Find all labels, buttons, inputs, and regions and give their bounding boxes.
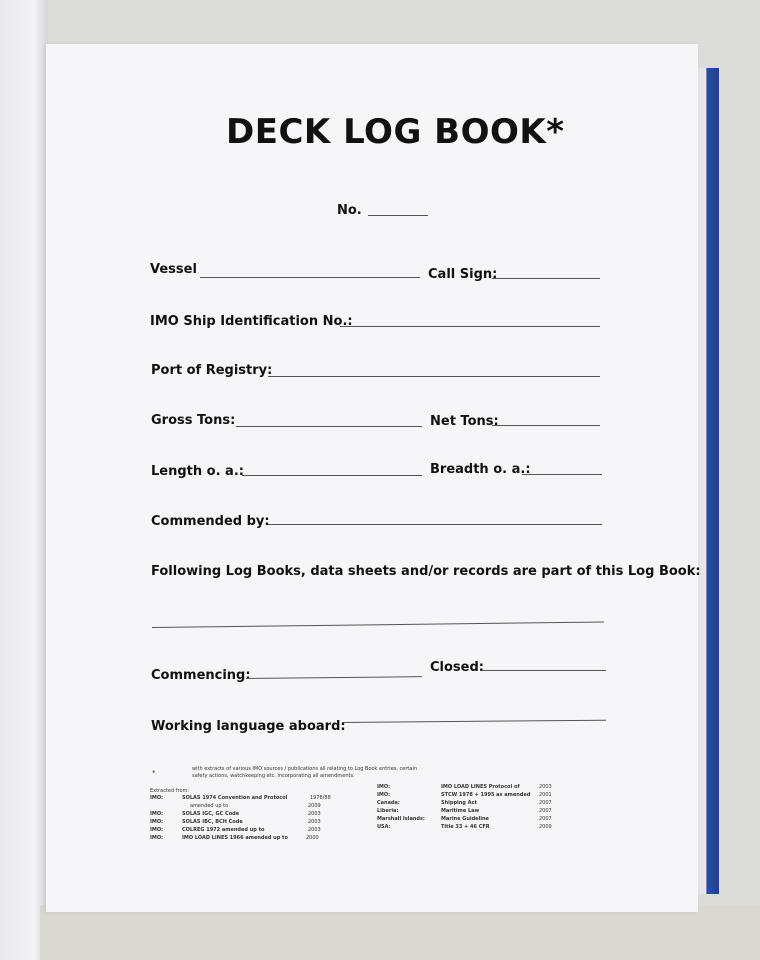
- ref-year: 2003: [308, 827, 321, 833]
- ref-row: [377, 824, 577, 830]
- line-commencing[interactable]: [246, 676, 422, 679]
- label-call-sign: Call Sign:: [428, 267, 498, 282]
- ref-year: 2003: [308, 811, 321, 817]
- label-commended: Commended by:: [151, 514, 270, 529]
- ref-org: IMO:: [150, 827, 164, 833]
- ref-row: [150, 835, 350, 841]
- ref-org: IMO:: [150, 835, 164, 841]
- ref-doc: IMO LOAD LINES Protocol of: [441, 784, 520, 790]
- ref-year: 2009: [539, 824, 552, 830]
- facing-page-edge: [0, 0, 48, 960]
- page-title: DECK LOG BOOK*: [226, 112, 565, 152]
- ref-doc: STCW 1978 + 1995 as amended: [441, 792, 531, 798]
- label-gross-tons: Gross Tons:: [151, 413, 236, 428]
- label-no: No.: [337, 203, 362, 218]
- ref-row: [377, 800, 577, 806]
- label-port: Port of Registry:: [151, 363, 273, 378]
- refs-right: [377, 784, 577, 832]
- label-net-tons: Net Tons:: [430, 414, 499, 429]
- ref-row: [377, 816, 577, 822]
- ref-year: 2007: [539, 800, 552, 806]
- ref-year: 2007: [539, 808, 552, 814]
- footnote-star: *: [152, 769, 156, 777]
- ref-row: [150, 795, 350, 801]
- ref-year: 2001: [539, 792, 552, 798]
- line-net-tons[interactable]: [492, 425, 600, 426]
- ref-doc: SOLAS IBC, BCH Code: [182, 819, 243, 825]
- line-port[interactable]: [268, 376, 600, 377]
- ref-org: IMO:: [377, 784, 391, 790]
- log-book-page: [46, 44, 701, 912]
- ref-doc: SOLAS 1974 Convention and Protocol: [182, 795, 288, 801]
- line-breadth[interactable]: [522, 474, 602, 475]
- ref-year: 2000: [306, 835, 319, 841]
- refs-left: [150, 795, 350, 843]
- ref-row: [150, 827, 350, 833]
- ref-doc: IMO LOAD LINES 1966 amended up to: [182, 835, 288, 841]
- line-call-sign[interactable]: [492, 278, 600, 279]
- line-gross-tons[interactable]: [236, 426, 422, 427]
- ref-year: 2009: [308, 803, 321, 809]
- ref-row: [150, 803, 350, 809]
- table-surface: [40, 905, 760, 960]
- ref-doc: COLREG 1972 amended up to: [182, 827, 265, 833]
- book-cover-edge: [697, 68, 719, 894]
- ref-doc: Shipping Act: [441, 800, 477, 806]
- footnote-extracted: Extracted from:: [150, 788, 190, 794]
- label-language: Working language aboard:: [151, 719, 346, 734]
- ref-org: IMO:: [150, 795, 164, 801]
- label-commencing: Commencing:: [151, 668, 251, 683]
- ref-row: [377, 784, 577, 790]
- ref-org: Canada:: [377, 800, 400, 806]
- ref-org: USA:: [377, 824, 391, 830]
- line-commended[interactable]: [268, 524, 602, 525]
- ref-year: 1978/88: [310, 795, 331, 801]
- ref-org: IMO:: [150, 819, 164, 825]
- label-closed: Closed:: [430, 660, 484, 675]
- line-closed[interactable]: [482, 670, 606, 671]
- label-breadth: Breadth o. a.:: [430, 462, 531, 477]
- line-imo-id[interactable]: [340, 326, 600, 327]
- line-language[interactable]: [342, 720, 606, 723]
- ref-doc: Title 33 + 46 CFR: [441, 824, 490, 830]
- ref-org: IMO:: [377, 792, 391, 798]
- line-following[interactable]: [152, 621, 604, 628]
- ref-doc: SOLAS IGC, GC Code: [182, 811, 240, 817]
- ref-row: [377, 792, 577, 798]
- line-vessel[interactable]: [200, 277, 420, 278]
- ref-org: Liberia:: [377, 808, 399, 814]
- footnote-line-1: with extracts of various IMO sources / publications all relating to Log Book entries, certain: [192, 766, 418, 772]
- ref-doc: Marine Guideline: [441, 816, 489, 822]
- footnote-line-2: safety actions, watchkeeping etc. incorporating all amendments.: [192, 773, 355, 779]
- label-imo-id: IMO Ship Identification No.:: [150, 314, 353, 329]
- ref-row: [377, 808, 577, 814]
- label-following: Following Log Books, data sheets and/or records are part of this Log Book:: [151, 564, 701, 579]
- ref-doc: Maritime Law: [441, 808, 480, 814]
- ref-year: 2003: [539, 784, 552, 790]
- ref-year: 2003: [308, 819, 321, 825]
- ref-row: [150, 819, 350, 825]
- ref-doc: amended up to: [190, 803, 229, 809]
- ref-org: IMO:: [150, 811, 164, 817]
- label-vessel: Vessel: [150, 262, 197, 277]
- ref-year: 2007: [539, 816, 552, 822]
- ref-row: [150, 811, 350, 817]
- label-length: Length o. a.:: [151, 464, 244, 479]
- ref-org: Marshall Islands:: [377, 816, 425, 822]
- line-no[interactable]: [368, 215, 428, 216]
- line-length[interactable]: [242, 475, 422, 476]
